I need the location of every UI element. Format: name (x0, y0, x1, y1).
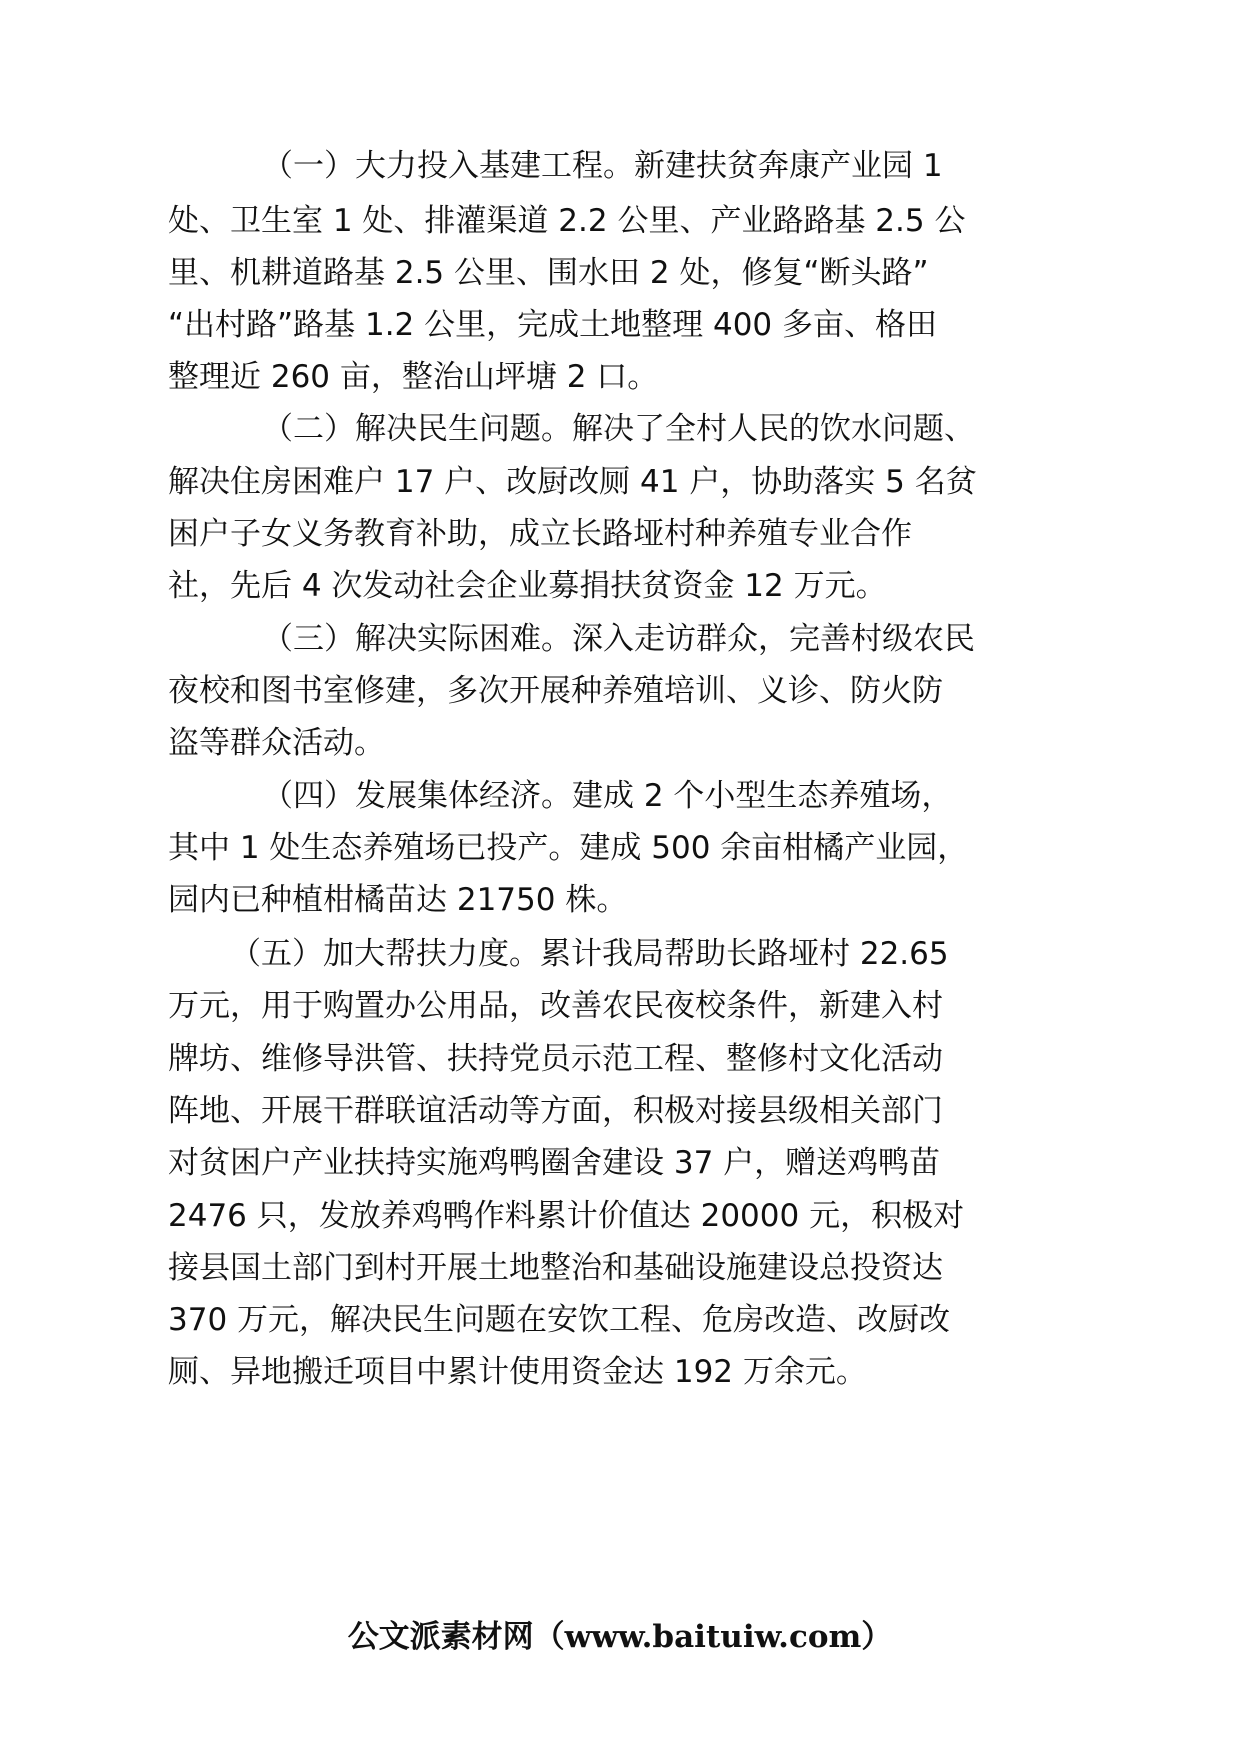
text-line: 处、卫生室 1 处、排灌渠道 2.2 公里、产业路路基 2.5 公 (168, 203, 966, 239)
text-line: 370 万元，解决民生问题在安饮工程、危房改造、改厨改 (168, 1302, 951, 1338)
text-line: 万元，用于购置办公用品，改善农民夜校条件，新建入村 (168, 988, 943, 1024)
text-line: （四）发展集体经济。建成 2 个小型生态养殖场， (262, 778, 953, 814)
text-line: 解决住房困难户 17 户、改厨改厕 41 户，协助落实 5 名贫 (168, 464, 977, 500)
text-line: 阵地、开展干群联谊活动等方面，积极对接县级相关部门 (168, 1093, 943, 1129)
text-line: （五）加大帮扶力度。累计我局帮助长路垭村 22.65 (230, 936, 949, 972)
text-line: 整理近 260 亩，整治山坪塘 2 口。 (168, 359, 659, 395)
text-line: 对贫困户产业扶持实施鸡鸭圈舍建设 37 户，赠送鸡鸭苗 (168, 1145, 941, 1181)
text-line: （三）解决实际困难。深入走访群众，完善村级农民 (262, 621, 975, 657)
text-line: 其中 1 处生态养殖场已投产。建成 500 余亩柑橘产业园， (168, 830, 969, 866)
text-line: 接县国土部门到村开展土地整治和基础设施建设总投资达 (168, 1250, 943, 1286)
text-line: 困户子女义务教育补助，成立长路垭村种养殖专业合作 (168, 516, 912, 552)
text-line: 牌坊、维修导洪管、扶持党员示范工程、整修村文化活动 (168, 1041, 943, 1077)
text-line: 盗等群众活动。 (168, 725, 385, 761)
text-line: 里、机耕道路基 2.5 公里、围水田 2 处，修复“断头路” (168, 255, 929, 291)
text-line: “出村路”路基 1.2 公里，完成土地整理 400 多亩、格田 (168, 307, 938, 343)
text-line: 园内已种植柑橘苗达 21750 株。 (168, 882, 628, 918)
text-line: 夜校和图书室修建，多次开展种养殖培训、义诊、防火防 (168, 673, 943, 709)
text-line: 厕、异地搬迁项目中累计使用资金达 192 万余元。 (168, 1354, 867, 1390)
footer-source: 公文派素材网（www.baituiw.com） (347, 1619, 893, 1655)
text-line: 社，先后 4 次发动社会企业募捐扶贫资金 12 万元。 (168, 568, 887, 604)
text-line: 2476 只，发放养鸡鸭作料累计价值达 20000 元，积极对 (168, 1198, 965, 1234)
text-line: （二）解决民生问题。解决了全村人民的饮水问题、 (262, 411, 975, 447)
text-line: （一）大力投入基建工程。新建扶贫奔康产业园 1 (262, 148, 943, 184)
